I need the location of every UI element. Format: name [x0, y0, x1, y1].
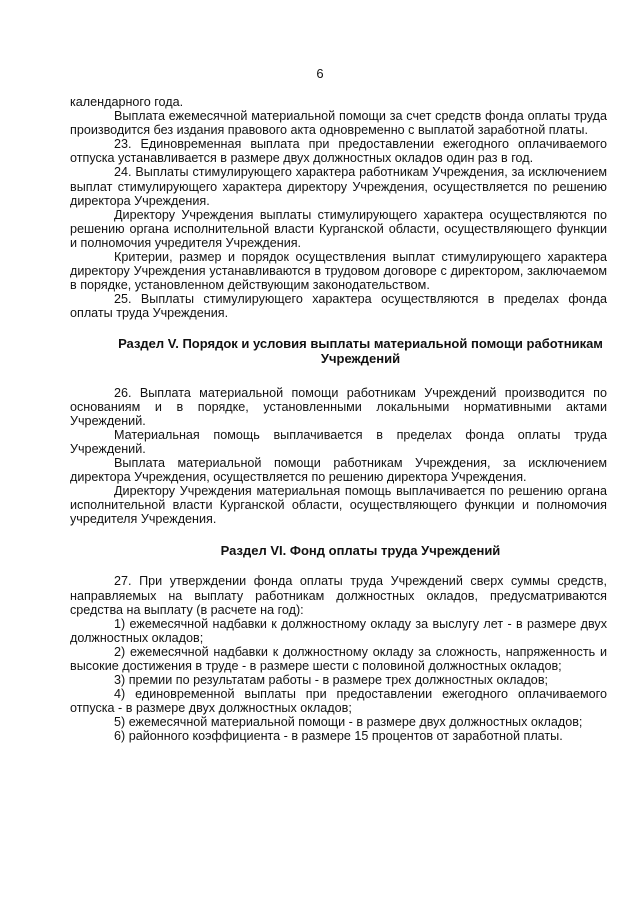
- paragraph-item-27: 27. При утверждении фонда оплаты труда Учреждений сверх суммы средств, направляемых на выплату работникам должностных окладов, предусматриваются средства на выплату (в расчете на год):: [70, 574, 607, 617]
- list-item-3: 3) премии по результатам работы - в размере трех должностных окладов;: [114, 673, 549, 688]
- document-body: [70, 95, 607, 744]
- page-number: 6: [316, 66, 324, 81]
- section-6-heading: Раздел VI. Фонд оплаты труда Учреждений: [220, 543, 501, 559]
- paragraph-item-26: 26. Выплата материальной помощи работникам Учреждений производится по основаниям и в порядке, установленными локальными нормативными актами Учреждений.: [70, 385, 607, 428]
- list-item-2: 2) ежемесячной надбавки к должностному окладу за сложность, напряженность и высокие достижения в труде - в размере шести с половиной должностных окладов;: [70, 644, 607, 673]
- list-item-4: 4) единовременной выплаты при предоставлении ежегодного оплачиваемого отпуска - в размере двух должностных окладов;: [70, 687, 607, 716]
- paragraph-item-24: 24. Выплаты стимулирующего характера работникам Учреждения, за исключением выплат стимулирующего характера директору Учреждения, осуществляется по решению директора Учреждения.: [70, 165, 607, 208]
- paragraph-item-23: 23. Единовременная выплата при предоставлении ежегодного оплачиваемого отпуска устанавливается в размере двух должностных окладов один раз в год.: [70, 137, 607, 166]
- paragraph-aid-limit: Материальная помощь выплачивается в пределах фонда оплаты труда Учреждений.: [70, 427, 607, 456]
- list-item-6: 6) районного коэффициента - в размере 15 процентов от заработной платы.: [114, 729, 563, 744]
- list-item-1: 1) ежемесячной надбавки к должностному окладу за выслугу лет - в размере двух должностных окладов;: [70, 616, 607, 645]
- paragraph-continuation: календарного года.: [70, 95, 184, 109]
- section-5-heading: Раздел V. Порядок и условия выплаты материальной помощи работникам Учреждений: [118, 335, 603, 366]
- paragraph-item-25: 25. Выплаты стимулирующего характера осуществляются в пределах фонда оплаты труда Учреждения.: [70, 292, 607, 321]
- list-item-5: 5) ежемесячной материальной помощи - в размере двух должностных окладов;: [114, 715, 583, 730]
- paragraph-director-incentives: Директору Учреждения выплаты стимулирующего характера осуществляются по решению органа исполнительной власти Курганской области, осуществляющего функции и полномочия учредителя Учреждения.: [70, 207, 607, 250]
- paragraph-aid-director: Директору Учреждения материальная помощь выплачивается по решению органа исполнительной власти Курганской области, осуществляющего функции и полномочия учредителя Учреждения.: [70, 484, 607, 527]
- paragraph-aid-employees: Выплата материальной помощи работникам Учреждения, за исключением директора Учреждения, осуществляется по решению директора Учреждения.: [70, 455, 607, 485]
- paragraph-monthly-aid: Выплата ежемесячной материальной помощи за счет средств фонда оплаты труда производится без издания правового акта одновременно с выплатой заработной платы.: [70, 109, 607, 138]
- paragraph-incentive-criteria: Критерии, размер и порядок осуществления выплат стимулирующего характера директору Учреждения устанавливаются в трудовом договоре с директором, заключаемом в порядке, установленном действующим законодательством.: [70, 250, 607, 293]
